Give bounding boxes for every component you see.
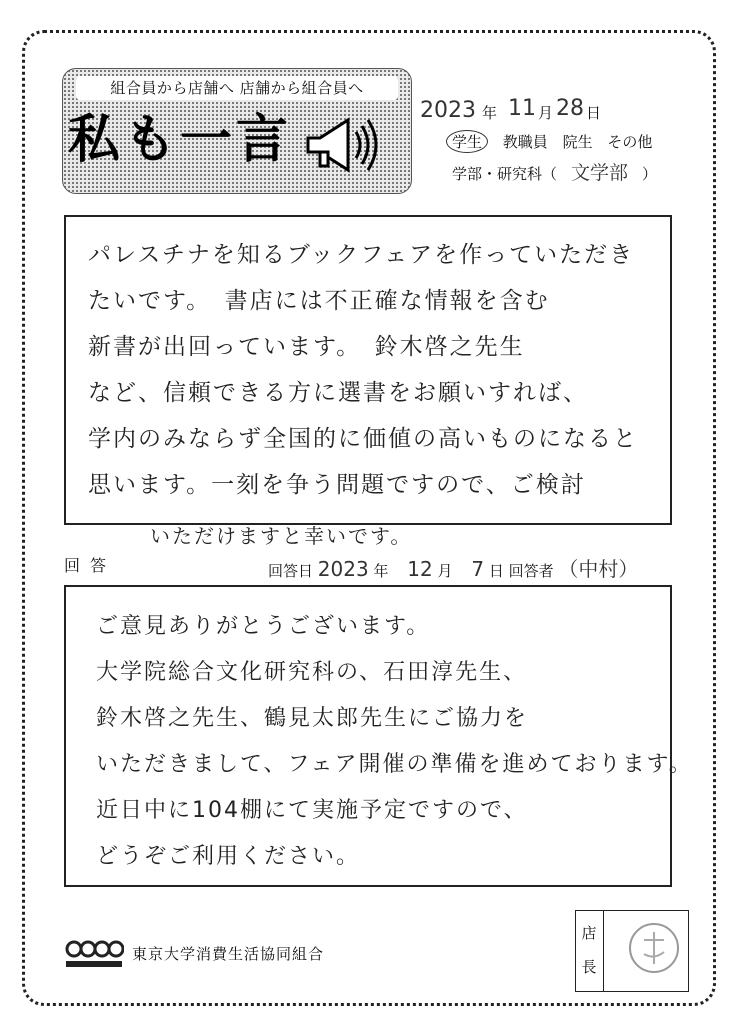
category-graduate[interactable]: 院生 [562, 133, 593, 151]
message-line: 学内のみならず全国的に価値の高いものになると [88, 426, 638, 452]
form-title: 私も一言 [68, 110, 293, 170]
header-tagline: 組合員から店舗へ 店舗から組合員へ [76, 76, 398, 100]
message-line: パレスチナを知るブックフェアを作っていただき [88, 242, 635, 268]
coop-org-name: 東京大学消費生活協同組合 [132, 944, 325, 963]
answer-line: 大学院総合文化研究科の、石田淳先生、 [96, 660, 528, 685]
answer-date-month: 12 [407, 557, 433, 581]
answer-line: 鈴木啓之先生、鶴見太郎先生にご協力を [96, 706, 529, 731]
message-line: 思います。一刻を争う問題ですので、ご検討 [88, 472, 586, 498]
category-options [452, 130, 662, 153]
answer-line: ご意見ありがとうございます。 [96, 614, 431, 639]
category-staff[interactable]: 教職員 [502, 133, 548, 151]
answer-day-unit: 日 [488, 562, 504, 580]
submit-date-month: 11 [508, 96, 536, 121]
category-student-selected[interactable]: 学生 [446, 130, 488, 153]
day-unit: 日 [586, 104, 602, 122]
year-unit: 年 [482, 104, 498, 122]
answer-date-label: 回答日 [268, 562, 314, 580]
coop-logo-icon [64, 935, 124, 971]
department-close: ） [642, 165, 658, 183]
answer-line: 近日中に104棚にて実施予定ですので、 [96, 798, 528, 823]
message-line: など、信頼できる方に選書をお願いすれば、 [88, 380, 588, 406]
answer-year-unit: 年 [373, 562, 389, 580]
message-line: たいです。 書店には不正確な情報を含む [88, 288, 550, 314]
message-last-line: いただけますと幸いです。 [150, 524, 413, 548]
submit-date-day: 28 [556, 96, 584, 121]
manager-label: 店長 [581, 924, 597, 976]
answer-line: いただきまして、フェア開催の準備を進めております。 [96, 752, 693, 777]
message-text [88, 232, 678, 508]
answer-date-day: 7 [471, 557, 485, 581]
answer-date-year: 2023 [317, 557, 369, 581]
respondent-value: （中村） [558, 557, 639, 581]
manager-seal-stamp [624, 918, 684, 978]
department-value[interactable]: 文学部 [571, 162, 629, 184]
month-unit: 月 [538, 104, 554, 122]
answer-month-unit: 月 [437, 562, 453, 580]
message-line: 新書が出回っています。 鈴木啓之先生 [88, 334, 525, 360]
footer [64, 935, 324, 971]
answer-text [96, 604, 693, 880]
department-label: 学部・研究科（ [452, 165, 558, 183]
answer-line: どうぞご利用ください。 [96, 844, 361, 869]
category-other[interactable]: その他 [607, 133, 653, 151]
answer-date-row [268, 553, 638, 582]
respondent-label: 回答者 [508, 562, 554, 580]
manager-divider [603, 910, 604, 992]
submit-date-year: 2023 [420, 98, 476, 123]
department-row [452, 158, 657, 185]
megaphone-icon [304, 112, 384, 178]
answer-label: 回答 [64, 556, 117, 575]
